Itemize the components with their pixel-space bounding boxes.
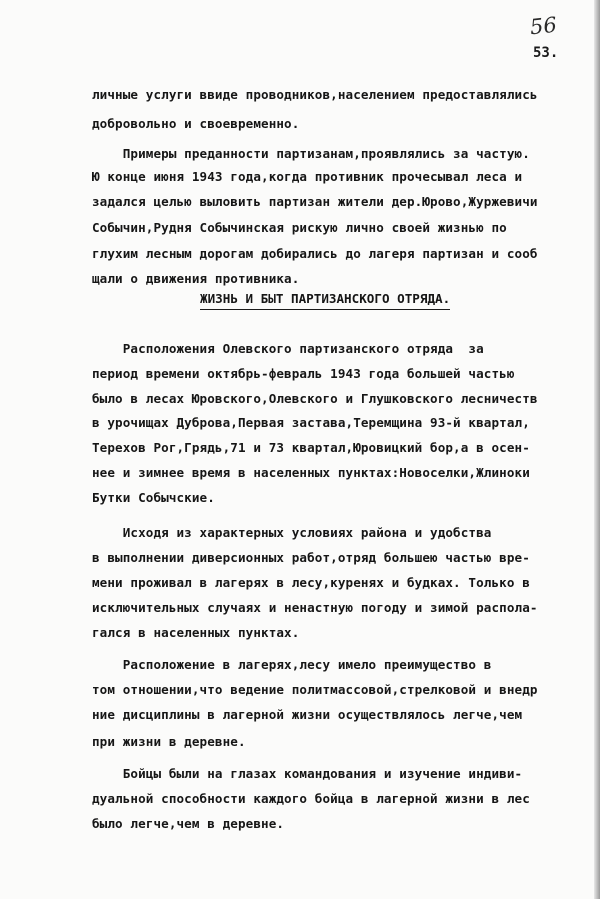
text-line: Бутки Собычские. [92, 490, 215, 505]
typed-page-number: 53. [533, 45, 559, 61]
text-line: личные услуги ввиде проводников,населением предоставлялись [92, 87, 538, 102]
text-line: Собычин,Рудня Собычинская рискую лично своей жизнью по [92, 220, 507, 235]
text-line: в урочищах Дуброва,Первая застава,Теремщина 93-й квартал, [92, 415, 530, 430]
text-line: дуальной способности каждого бойца в лагерной жизни в лес [92, 791, 530, 806]
text-line: исключительных случаях и ненастную погоду и зимой распола- [92, 600, 538, 615]
text-line: Бойцы были на глазах командования и изучение индиви- [92, 766, 523, 781]
text-line: Терехов Рог,Грядь,71 и 73 квартал,Юровицкий бор,а в осен- [92, 440, 530, 455]
text-line: ние дисциплины в лагерной жизни осуществлялось легче,чем [92, 707, 523, 722]
text-line: Исходя из характерных условиях района и удобства [92, 525, 492, 540]
text-line: добровольно и своевременно. [92, 116, 300, 131]
text-line: мени проживал в лагерях в лесу,куренях и будках. Только в [92, 575, 530, 590]
section-heading: ЖИЗНЬ И БЫТ ПАРТИЗАНСКОГО ОТРЯДА. [200, 290, 450, 310]
text-line: период времени октябрь-февраль 1943 года большей частью [92, 366, 515, 381]
text-line: Расположение в лагерях,лесу имело преимущество в [92, 657, 492, 672]
text-line: Примеры преданности партизанам,проявлялись за частую. [92, 146, 530, 161]
text-line: задался целью выловить партизан жители дер.Юрово,Журжевичи [92, 194, 538, 209]
text-line: Расположения Олевского партизанского отряда за [92, 341, 484, 356]
text-line: том отношении,что ведение политмассовой,стрелковой и внедр [92, 682, 538, 697]
text-line: Ю конце июня 1943 года,когда противник прочесывал леса и [92, 169, 523, 184]
text-line: при жизни в деревне. [92, 734, 246, 749]
text-line: щали о движения противника. [92, 271, 300, 286]
text-line: в выполнении диверсионных работ,отряд большею частью вре- [92, 550, 530, 565]
text-line: глухим лесным дорогам добирались до лагеря партизан и сооб [92, 246, 538, 261]
text-line: гался в населенных пунктах. [92, 625, 300, 640]
text-line: было легче,чем в деревне. [92, 816, 285, 831]
text-line: нее и зимнее время в населенных пунктах:Новоселки,Жлиноки [92, 465, 530, 480]
handwritten-page-number: 56 [528, 12, 558, 40]
text-line: было в лесах Юровского,Олевского и Глушковского лесничеств [92, 391, 538, 406]
scan-edge-shadow [594, 0, 600, 899]
